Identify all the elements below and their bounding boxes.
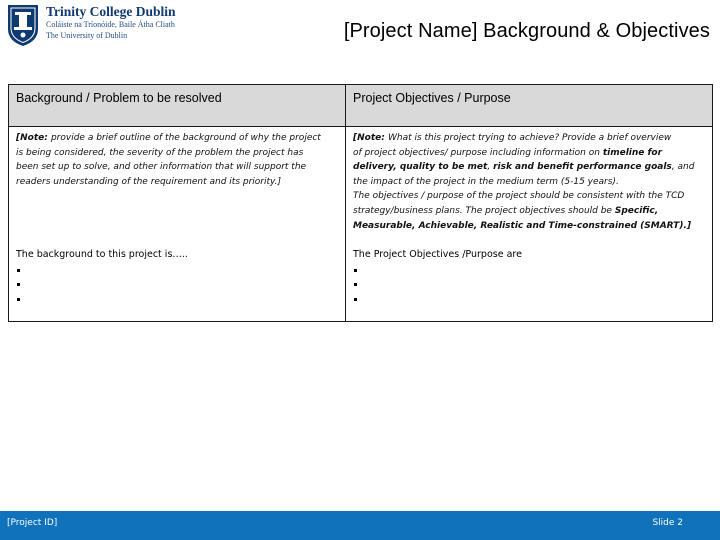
objectives-note-run: What is this project trying to achieve? Provide a brief overview <box>387 133 672 143</box>
body-cell-background[interactable] <box>8 126 346 322</box>
objectives-body-text: The Project Objectives /Purpose are <box>353 249 522 260</box>
background-body-text: The background to this project is….. <box>16 249 188 260</box>
background-note-run: been set up to solve, and other information that will support the <box>16 162 307 173</box>
background-note-line <box>16 146 321 161</box>
objectives-note-line <box>353 175 694 190</box>
objectives-note-run: timeline for <box>602 147 663 158</box>
logo-text <box>46 4 176 41</box>
objectives-note-run: , <box>487 162 494 173</box>
background-bullet-item[interactable] <box>16 263 188 278</box>
trinity-crest-icon <box>6 3 40 47</box>
objectives-note-run: , and <box>671 162 695 173</box>
objectives-bullet-item[interactable] <box>353 292 522 307</box>
background-objectives-table <box>8 84 713 322</box>
objectives-note-run: [Note: <box>353 133 388 143</box>
body-cell-objectives[interactable] <box>345 126 713 322</box>
header-cell-background <box>8 84 346 127</box>
objectives-note-run: the impact of the project in the medium term (5-15 years). <box>353 176 619 187</box>
objectives-note-run: risk and benefit performance goals <box>493 162 672 173</box>
project-id: [Project ID] <box>7 518 58 528</box>
footer-bar <box>0 511 720 540</box>
objectives-bullet-item[interactable] <box>353 263 522 278</box>
background-note-line <box>16 131 321 146</box>
background-bullet-item[interactable] <box>16 292 188 307</box>
background-bullet-list <box>16 263 188 307</box>
logo-name: Trinity College Dublin <box>46 4 176 19</box>
background-note-line <box>16 160 321 175</box>
header-cell-objectives <box>345 84 713 127</box>
objectives-note-line <box>353 204 694 219</box>
objectives-note <box>353 131 694 233</box>
objectives-note-run: strategy/business plans. The project objectives should be <box>353 205 615 216</box>
objectives-note-run: Specific, <box>614 205 659 216</box>
objectives-note-line <box>353 160 694 175</box>
logo-irish-name: Coláiste na Tríonóide, Baile Átha Cliath <box>46 20 175 29</box>
header-objectives-label: Project Objectives / Purpose <box>353 91 511 105</box>
objectives-text-block <box>353 248 522 306</box>
slide-title: [Project Name] Background & Objectives <box>343 20 710 42</box>
objectives-note-run: of project objectives/ purpose including information on <box>353 147 603 158</box>
tcd-logo <box>6 3 176 49</box>
background-bullet-item[interactable] <box>16 277 188 292</box>
background-note-run: [Note: <box>16 133 51 143</box>
objectives-note-run: Measurable, Achievable, Realistic and Time-constrained (SMART).] <box>353 220 691 231</box>
background-note-run: readers understanding of the requirement and its priority.] <box>16 176 282 187</box>
background-note <box>16 131 321 189</box>
objectives-note-line <box>353 189 694 204</box>
objectives-bullet-item[interactable] <box>353 277 522 292</box>
background-text-block <box>16 248 188 306</box>
background-note-run: is being considered, the severity of the problem the project has <box>16 147 304 158</box>
objectives-note-line <box>353 131 694 146</box>
objectives-note-line <box>353 219 694 234</box>
slide-number: Slide 2 <box>652 518 683 528</box>
background-note-line <box>16 175 321 190</box>
background-note-run: provide a brief outline of the background of why the project <box>50 133 321 143</box>
logo-university-name: The University of Dublin <box>46 31 128 40</box>
objectives-note-run: The objectives / purpose of the project should be consistent with the TCD <box>353 191 685 202</box>
objectives-note-run: delivery, quality to be met <box>353 162 488 173</box>
header-background-label: Background / Problem to be resolved <box>16 91 222 105</box>
objectives-note-line <box>353 146 694 161</box>
objectives-bullet-list <box>353 263 522 307</box>
